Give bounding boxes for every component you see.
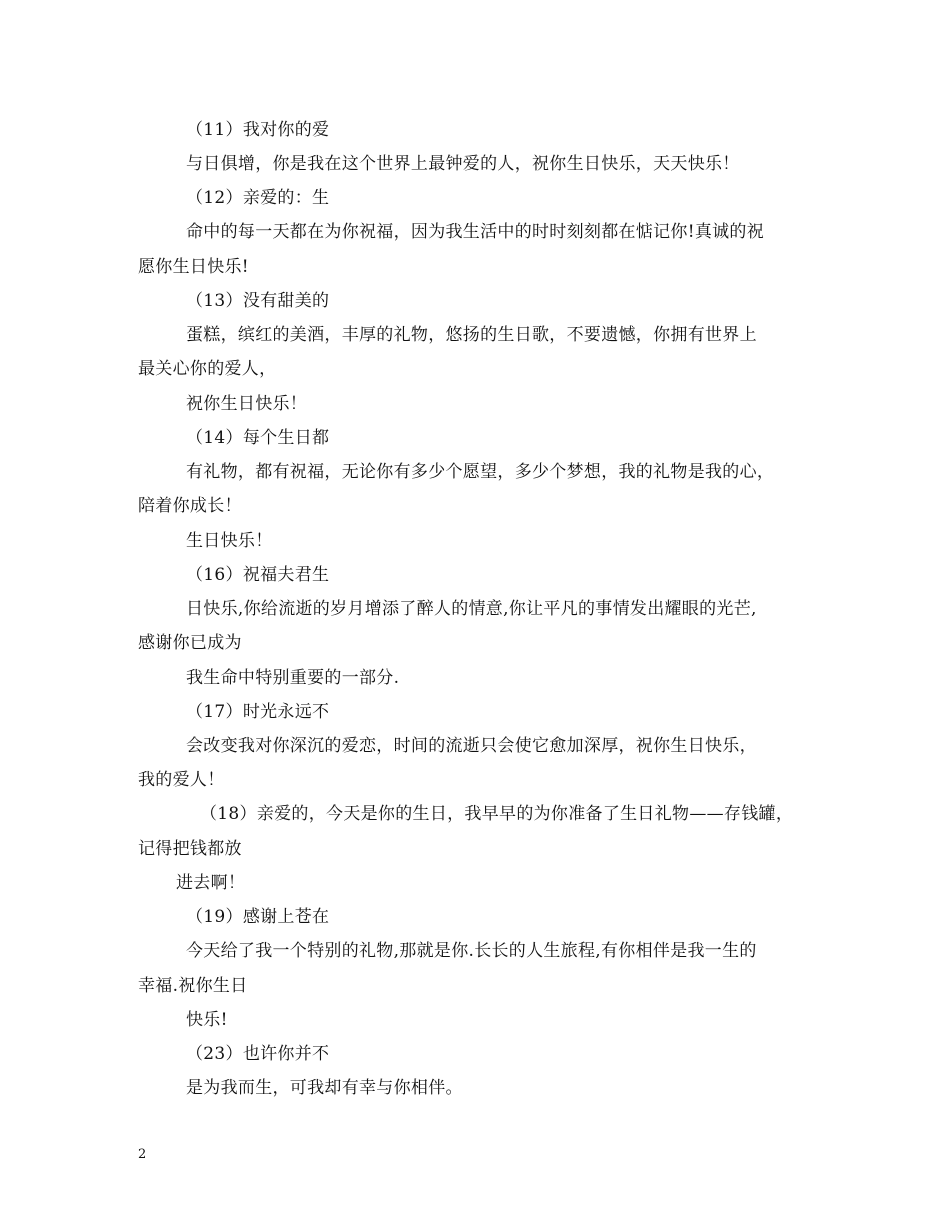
heading-11: （11）我对你的爱: [186, 120, 330, 140]
heading-16: （16）祝福夫君生: [186, 565, 330, 585]
paragraph-line: 命中的每一天都在为你祝福，因为我生活中的时时刻刻都在惦记你!真诚的祝: [186, 222, 765, 242]
paragraph-line: 愿你生日快乐!: [138, 257, 249, 277]
paragraph-line: 日快乐,你给流逝的岁月增添了醉人的情意,你让平凡的事情发出耀眼的光芒,: [186, 599, 757, 619]
paragraph-line: 生日快乐！: [186, 531, 273, 551]
heading-18: （18）亲爱的，今天是你的生日，我早早的为你准备了生日礼物——存钱罐，: [200, 804, 794, 824]
paragraph-line: 记得把钱都放: [138, 839, 242, 859]
paragraph-line: 我生命中特别重要的一部分.: [186, 668, 400, 688]
paragraph-line: 会改变我对你深沉的爱恋，时间的流逝只会使它愈加深厚，祝你生日快乐，: [186, 736, 757, 756]
heading-12: （12）亲爱的：生: [186, 188, 330, 208]
paragraph-line: 祝你生日快乐！: [186, 394, 308, 414]
paragraph-line: 是为我而生，可我却有幸与你相伴。: [186, 1078, 463, 1098]
paragraph-line: 蛋糕，缤红的美酒，丰厚的礼物，悠扬的生日歌，不要遗憾，你拥有世界上: [186, 325, 757, 345]
paragraph-line: 今天给了我一个特别的礼物,那就是你.长长的人生旅程,有你相伴是我一生的: [186, 941, 757, 961]
paragraph-line: 陪着你成长！: [138, 496, 242, 516]
heading-19: （19）感谢上苍在: [186, 907, 330, 927]
heading-14: （14）每个生日都: [186, 428, 330, 448]
page-number: 2: [138, 1147, 147, 1162]
heading-17: （17）时光永远不: [186, 702, 330, 722]
heading-13: （13）没有甜美的: [186, 291, 330, 311]
paragraph-line: 有礼物，都有祝福，无论你有多少个愿望，多少个梦想，我的礼物是我的心，: [186, 462, 775, 482]
paragraph-line: 感谢你已成为: [138, 633, 242, 653]
paragraph-line: 与日俱增，你是我在这个世界上最钟爱的人，祝你生日快乐，天天快乐！: [186, 154, 740, 174]
heading-23: （23）也许你并不: [186, 1044, 330, 1064]
paragraph-line: 快乐!: [186, 1010, 228, 1030]
paragraph-line: 最关心你的爱人，: [138, 359, 277, 379]
paragraph-line: 进去啊！: [176, 873, 246, 893]
paragraph-line: 幸福.祝你生日: [138, 976, 248, 996]
paragraph-line: 我的爱人！: [138, 770, 225, 790]
